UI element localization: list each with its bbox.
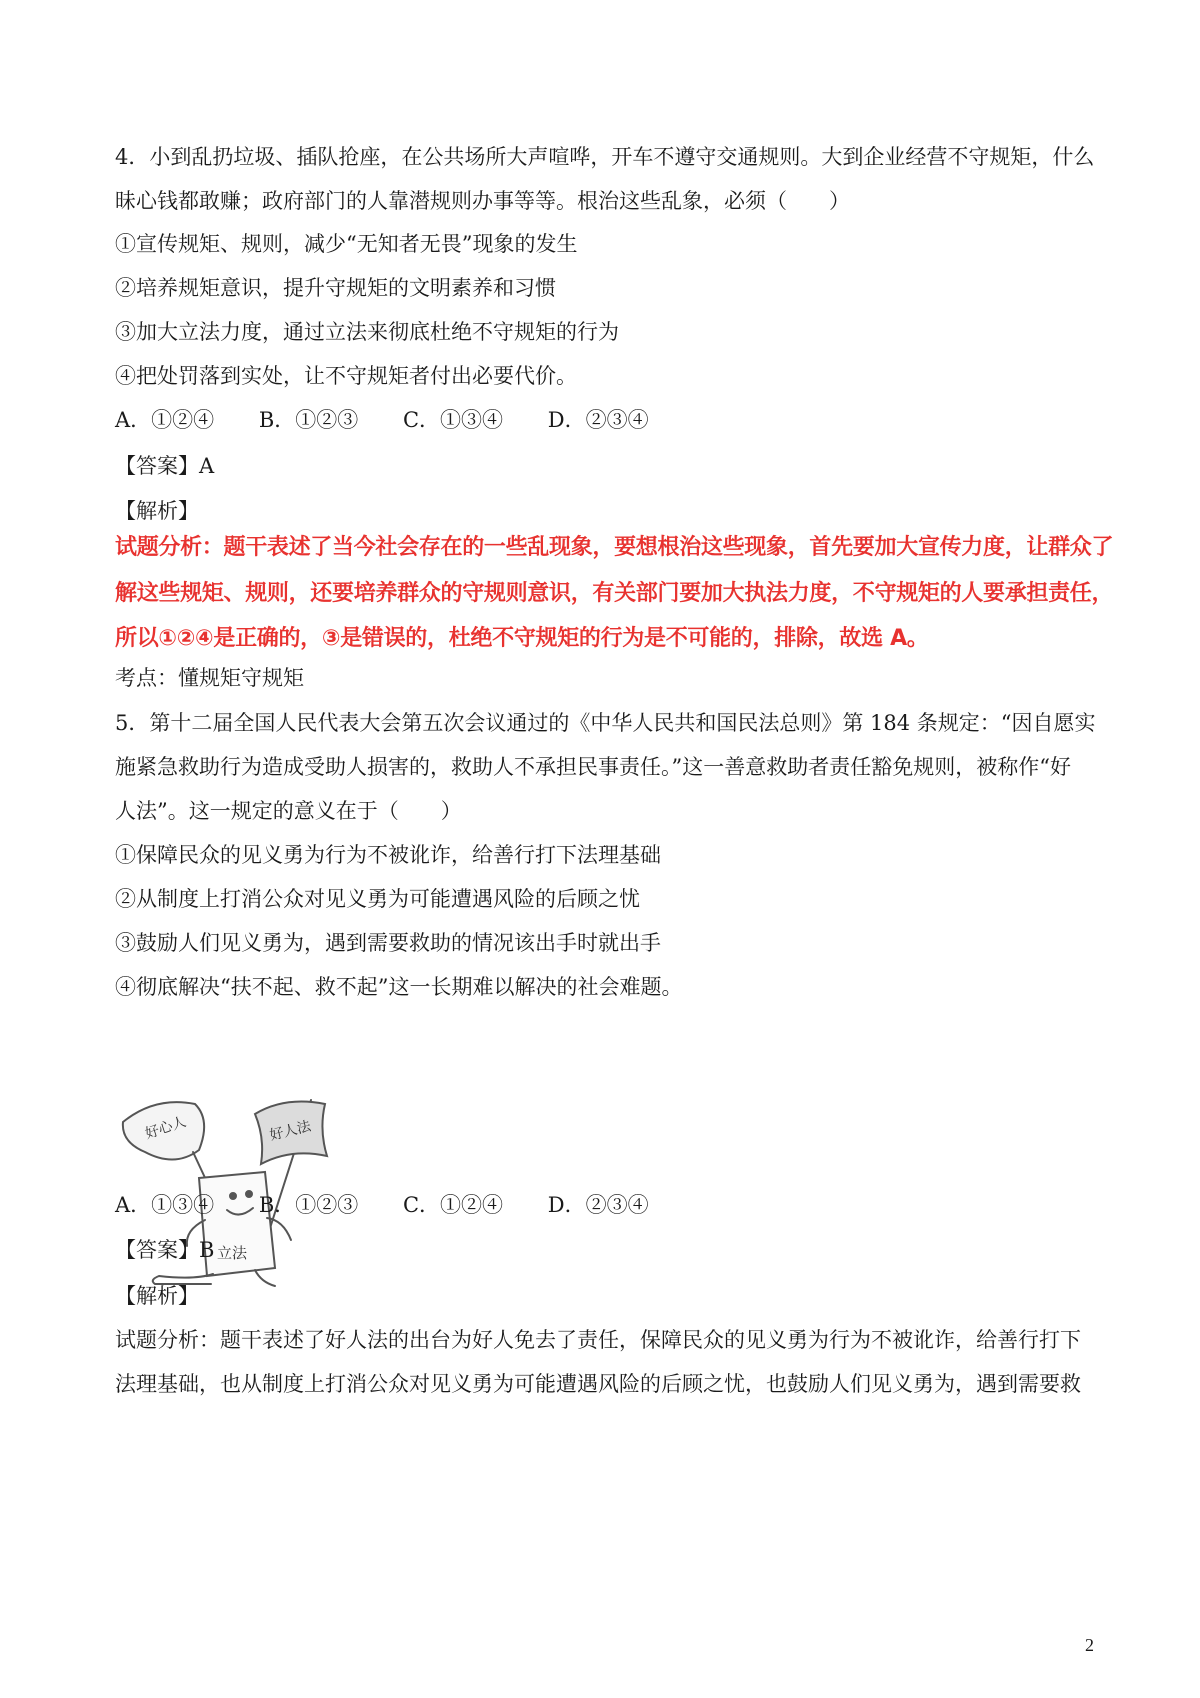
q4-analysis-label: 【解析】 [115,499,199,523]
q5-analysis-label: 【解析】 [115,1284,199,1308]
q4-kaodian: 考点：懂规矩守规矩 [115,666,304,690]
q5-stem-line3: 人法”。这一规定的意义在于（ ） [115,799,462,823]
q4-stem-line2: 昧心钱都敢赚；政府部门的人靠潜规则办事等等。根治这些乱象，必须（ ） [115,189,850,213]
q4-item-1: ①宣传规矩、规则，减少“无知者无畏”现象的发生 [115,232,578,256]
q4-analysis-line1: 试题分析：题干表述了当今社会存在的一些乱现象，要想根治这些现象，首先要加大宣传力度，让群众了 [115,535,1114,560]
q4-item-2: ②培养规矩意识，提升守规矩的文明素养和习惯 [115,276,556,300]
q4-options [115,405,1105,435]
q5-option-b: B．①②③ [258,1193,359,1217]
q5-analysis-line1: 试题分析：题干表述了好人法的出台为好人免去了责任，保障民众的见义勇为行为不被讹诈，给善行打下 [115,1328,1081,1352]
q4-answer: 【答案】A [115,454,215,478]
page-number: 2 [1085,1635,1094,1655]
q4-analysis-line2: 解这些规矩、规则，还要培养群众的守规则意识，有关部门要加大执法力度，不守规矩的人要承担责任， [115,581,1114,606]
q5-option-d: D．②③④ [547,1193,649,1217]
q4-item-4: ④把处罚落到实处，让不守规矩者付出必要代价。 [115,364,577,388]
q5-analysis-line2: 法理基础，也从制度上打消公众对见义勇为可能遭遇风险的后顾之忧，也鼓励人们见义勇为，遇到需要救 [115,1372,1081,1396]
body-text: 立法 [217,1244,248,1262]
q4-item-3: ③加大立法力度，通过立法来彻底杜绝不守规矩的行为 [115,320,619,344]
q4-option-d: D．②③④ [547,408,649,432]
q5-option-c: C．①②④ [402,1193,504,1217]
q5-stem-line2: 施紧急救助行为造成受助人损害的，救助人不承担民事责任。”这一善意救助者责任豁免规则，被称作“好 [115,755,1071,779]
q5-item-4: ④彻底解决“扶不起、救不起”这一长期难以解决的社会难题。 [115,975,683,999]
q5-item-1: ①保障民众的见义勇为行为不被讹诈，给善行打下法理基础 [115,843,661,867]
q4-option-c: C．①③④ [402,408,504,432]
q5-options [115,1190,1105,1220]
q4-option-b: B．①②③ [258,408,359,432]
flag-text: 好人法 [268,1118,313,1145]
board-text: 好心人 [143,1114,189,1143]
q5-item-2: ②从制度上打消公众对见义勇为可能遭遇风险的后顾之忧 [115,887,640,911]
q5-stem-line1: 5．第十二届全国人民代表大会第五次会议通过的《中华人民共和国民法总则》第 184 条规定：“因自愿实 [115,711,1096,735]
q5-answer: 【答案】B [115,1238,215,1262]
q5-item-3: ③鼓励人们见义勇为，遇到需要救助的情况该出手时就出手 [115,931,661,955]
q4-option-a: A．①②④ [115,408,215,432]
q4-analysis-line3: 所以①②④是正确的，③是错误的，杜绝不守规矩的行为是不可能的，排除，故选 A。 [115,626,929,651]
q4-stem-line1: 4．小到乱扔垃圾、插队抢座，在公共场所大声喧哗，开车不遵守交通规则。大到企业经营不守规矩，什么 [115,145,1095,169]
q5-option-a: A．①③④ [115,1193,215,1217]
